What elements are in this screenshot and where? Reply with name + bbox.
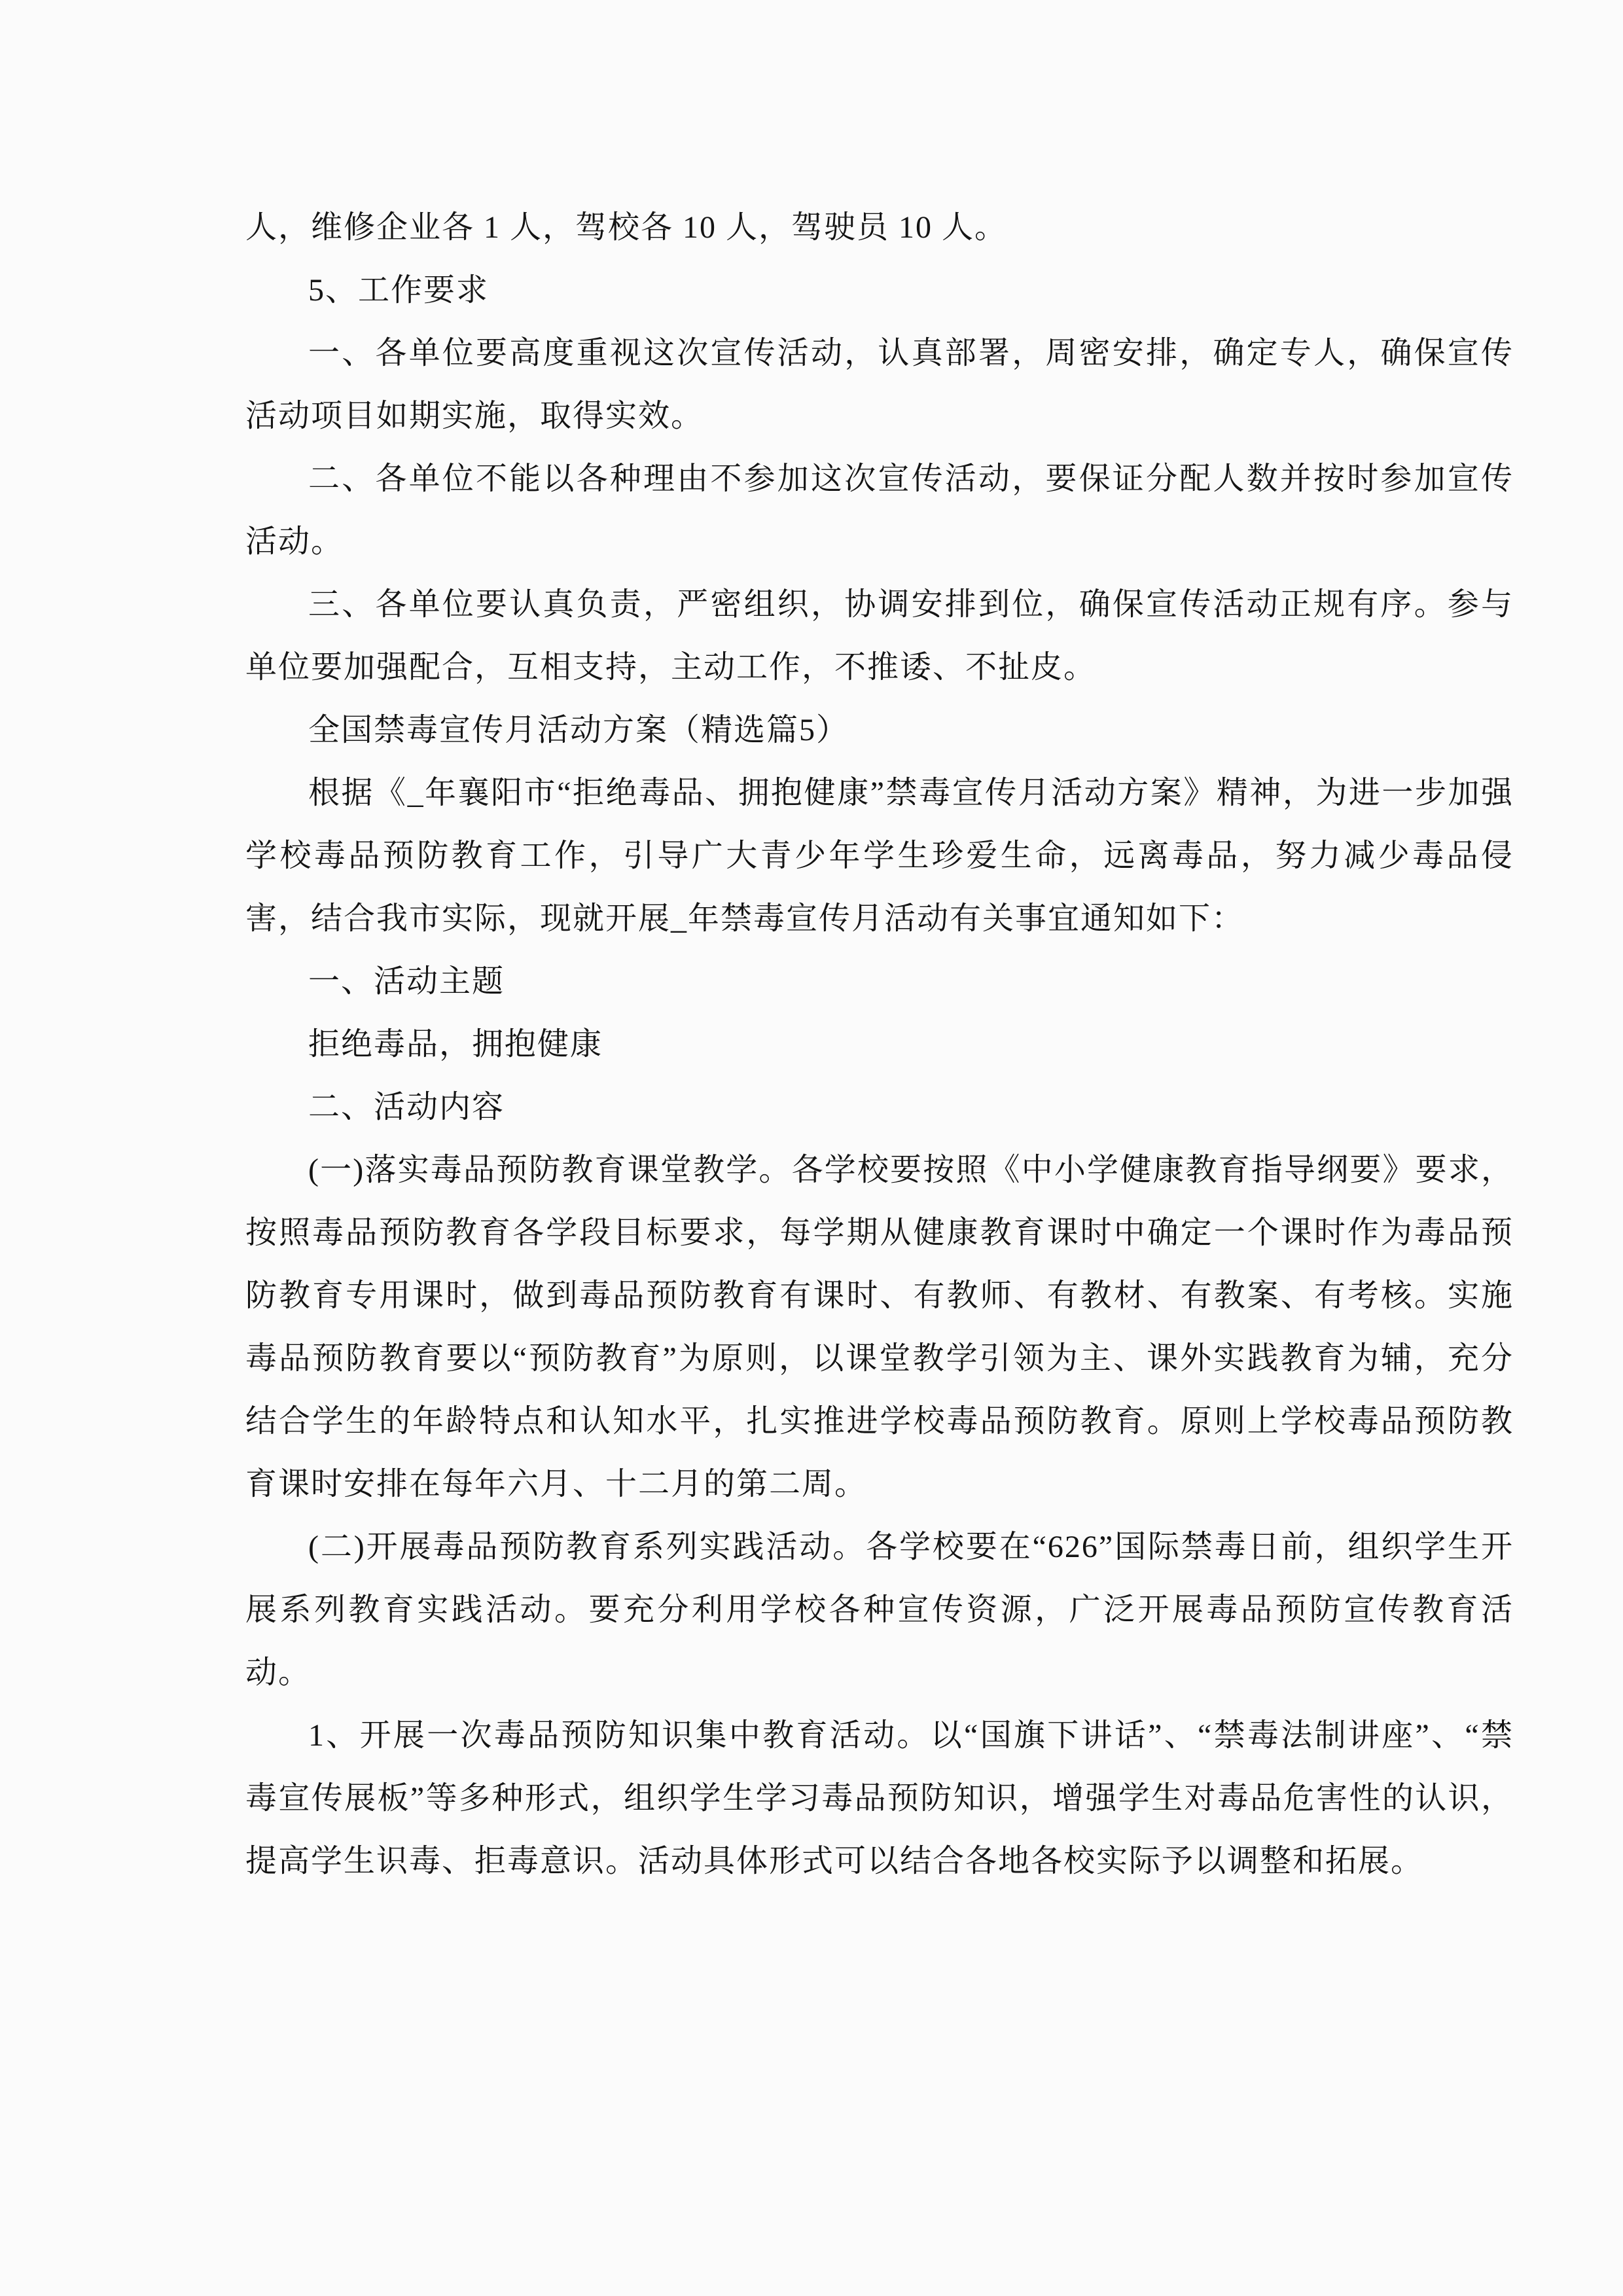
paragraph: 全国禁毒宣传月活动方案（精选篇5） — [308, 713, 849, 747]
paragraph: (二)开展毒品预防教育系列实践活动。各学校要在“626”国际禁毒日前，组织学生开展系列教育实践活动。要充分利用学校各种宣传资源，广泛开展毒品预防宣传教育活动。 — [245, 1530, 1514, 1690]
paragraph: 根据《_年襄阳市“拒绝毒品、拥抱健康”禁毒宣传月活动方案》精神，为进一步加强学校毒品预防教育工作，引导广大青少年学生珍爱生命，远离毒品，努力减少毒品侵害，结合我市实际，现就开展_年禁毒宣传月活动有关事宜通知如下： — [245, 776, 1514, 936]
paragraph: 一、活动主题 — [308, 964, 505, 999]
paragraph: 5、工作要求 — [308, 273, 490, 308]
paragraph: 1、开展一次毒品预防知识集中教育活动。以“国旗下讲话”、“禁毒法制讲座”、“禁毒宣传展板”等多种形式，组织学生学习毒品预防知识，增强学生对毒品危害性的认识，提高学生识毒、拒毒意识。活动具体形式可以结合各地各校实际予以调整和拓展。 — [245, 1718, 1514, 1878]
paragraph: 人，维修企业各 1 人，驾校各 10 人，驾驶员 10 人。 — [245, 210, 1008, 245]
paragraph: 二、各单位不能以各种理由不参加这次宣传活动，要保证分配人数并按时参加宣传活动。 — [245, 461, 1514, 559]
paragraph: 拒绝毒品，拥抱健康 — [308, 1027, 603, 1062]
paragraph: 三、各单位要认真负责，严密组织，协调安排到位，确保宣传活动正规有序。参与单位要加强配合，互相支持，主动工作，不推诿、不扯皮。 — [245, 587, 1514, 685]
paragraph: 一、各单位要高度重视这次宣传活动，认真部署，周密安排，确定专人，确保宣传活动项目如期实施，取得实效。 — [245, 336, 1514, 433]
paragraph: 二、活动内容 — [308, 1090, 505, 1124]
paragraph: (一)落实毒品预防教育课堂教学。各学校要按照《中小学健康教育指导纲要》要求，按照毒品预防教育各学段目标要求，每学期从健康教育课时中确定一个课时作为毒品预防教育专用课时，做到毒品预防教育有课时、有教师、有教材、有教案、有考核。实施毒品预防教育要以“预防教育”为原则，以课堂教学引领为主、课外实践教育为辅，充分结合学生的年龄特点和认知水平，扎实推进学校毒品预防教育。原则上学校毒品预防教育课时安排在每年六月、十二月的第二周。 — [245, 1153, 1514, 1501]
document-body — [245, 196, 1514, 1893]
